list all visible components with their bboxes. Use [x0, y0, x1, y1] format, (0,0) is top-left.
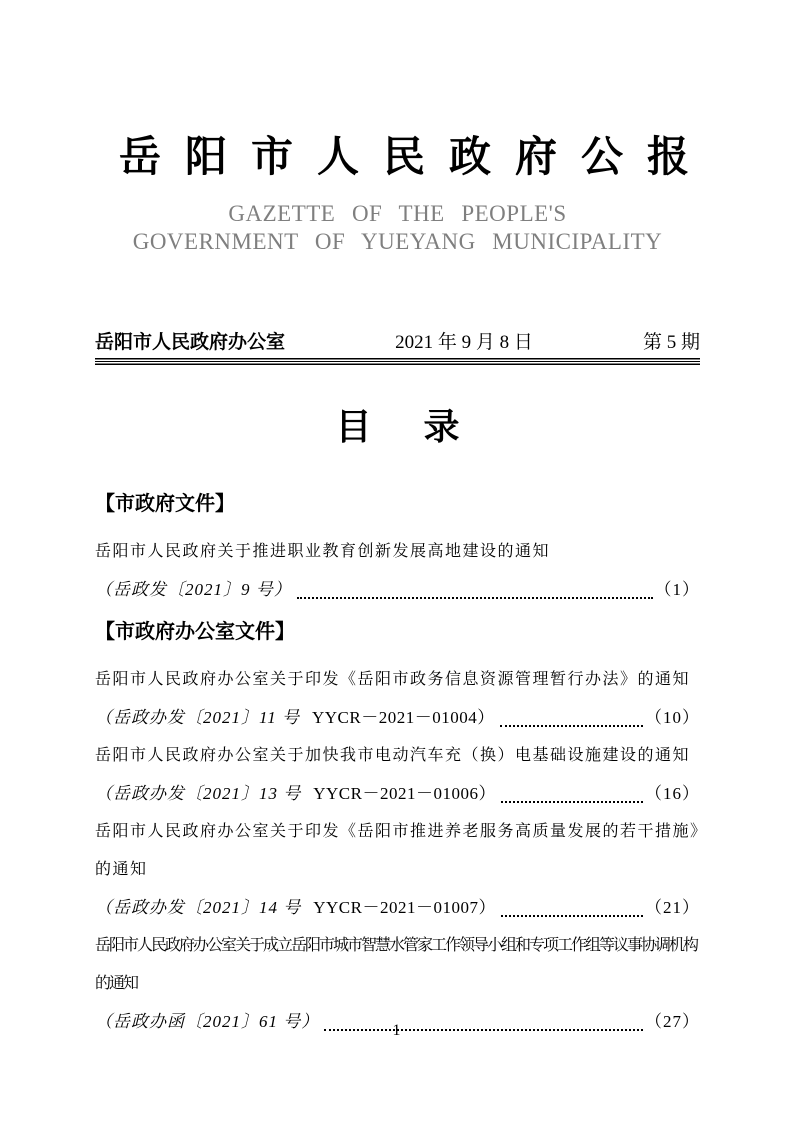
entry-page-number: （27）	[645, 1012, 700, 1031]
dot-leader	[297, 597, 653, 599]
entry-doc-line	[95, 889, 700, 927]
issue-date: 2021 年 9 月 8 日	[395, 332, 533, 353]
page-number: 1	[392, 1022, 401, 1039]
masthead-title: 岳阳市人民政府公报	[119, 135, 714, 181]
dot-leader	[501, 915, 643, 917]
page-footer	[0, 1020, 793, 1042]
entry-doc-number: （岳政办函〔2021〕61 号）	[95, 1012, 320, 1031]
entry-doc-number: （岳政办发〔2021〕14 号	[95, 898, 302, 917]
entry-doc-line	[95, 775, 700, 813]
divider-rule	[95, 358, 700, 365]
entry-doc-code: YYCR－2021－01006）	[313, 784, 496, 803]
entry-doc-code: YYCR－2021－01007）	[313, 898, 496, 917]
dot-leader	[501, 801, 643, 803]
entry-page-number: （21）	[645, 898, 700, 917]
section-heading: 【市政府文件】	[95, 493, 235, 515]
entry-doc-line	[95, 699, 700, 737]
dot-leader	[500, 725, 643, 727]
masthead-subtitle	[95, 200, 700, 256]
entry-doc-code: YYCR－2021－01004）	[312, 708, 495, 727]
entry-page-number: （1）	[654, 580, 700, 599]
entry-title: 岳阳市人民政府办公室关于印发《岳阳市政务信息资源管理暂行办法》的通知	[95, 671, 691, 688]
masthead-subtitle-line1: GAZETTE OF THE PEOPLE'S	[228, 201, 567, 226]
toc-entry	[95, 661, 700, 737]
toc-section	[95, 613, 700, 1041]
section-entries	[95, 533, 700, 609]
toc-sections	[95, 485, 700, 1041]
entry-doc-number: （岳政办发〔2021〕11 号	[95, 708, 300, 727]
masthead-subtitle-line2: GOVERNMENT OF YUEYANG MUNICIPALITY	[132, 229, 663, 254]
toc-entry	[95, 813, 700, 927]
entry-page-number: （10）	[645, 708, 700, 727]
entry-page-number: （16）	[645, 784, 700, 803]
entry-title: 岳阳市人民政府办公室关于成立岳阳市城市智慧水管家工作领导小组和专项工作组等议事协调机构的通知	[95, 937, 698, 992]
entry-title: 岳阳市人民政府关于推进职业教育创新发展高地建设的通知	[95, 543, 551, 560]
entry-title: 岳阳市人民政府办公室关于加快我市电动汽车充（换）电基础设施建设的通知	[95, 747, 691, 764]
entry-doc-number: （岳政发〔2021〕9 号）	[95, 580, 292, 599]
toc-entry	[95, 533, 700, 609]
toc-section	[95, 485, 700, 609]
section-heading: 【市政府办公室文件】	[95, 621, 295, 643]
entry-doc-number: （岳政办发〔2021〕13 号	[95, 784, 302, 803]
issue-number: 第 5 期	[642, 332, 700, 353]
entry-title: 岳阳市人民政府办公室关于印发《岳阳市推进养老服务高质量发展的若干措施》的通知	[95, 823, 700, 878]
issuing-office-label: 岳阳市人民政府办公室	[95, 332, 286, 353]
toc-entry	[95, 737, 700, 813]
issue-bar	[95, 332, 700, 354]
section-entries	[95, 661, 700, 1041]
entry-doc-line	[95, 571, 700, 609]
toc-title: 目 录	[335, 407, 468, 447]
